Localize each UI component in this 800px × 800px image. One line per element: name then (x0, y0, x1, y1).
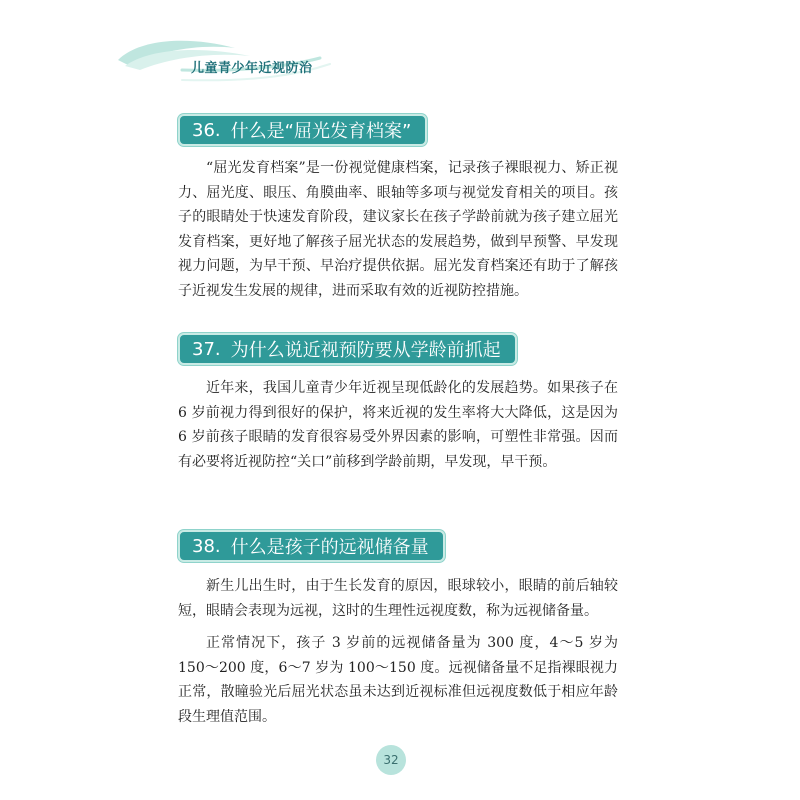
header-swoosh-decoration (0, 0, 360, 100)
page-number-badge: 32 (376, 745, 406, 775)
question-title: 什么是孩子的远视储备量 (230, 537, 429, 558)
question-heading-36 (178, 114, 427, 146)
question-number: 38. (192, 535, 221, 557)
answer-paragraph: 正常情况下，孩子 3 岁前的远视储备量为 300 度，4～5 岁为 150～200 度，6～7 岁为 100～150 度。远视储备量不足指裸眼视力正常，散瞳验光后屈光状态虽未达到近视标准但远视度数低于相应年龄段生理值范围。 (178, 635, 618, 725)
question-heading-37 (178, 333, 517, 365)
answer-paragraph: “屈光发育档案”是一份视觉健康档案，记录孩子裸眼视力、矫正视力、屈光度、眼压、角膜曲率、眼轴等多项与视觉发育相关的项目。孩子的眼睛处于快速发育阶段，建议家长在孩子学龄前就为孩子建立屈光发育档案，更好地了解孩子屈光状态的发展趋势，做到早预警、早发现视力问题，为早干预、早治疗提供依据。屈光发育档案还有助于了解孩子近视发生发展的规律，进而采取有效的近视防控措施。 (178, 160, 618, 299)
question-title: 什么是“屈光发育档案” (230, 121, 412, 142)
running-title: 儿童青少年近视防治 (191, 61, 313, 76)
answer-paragraph: 近年来，我国儿童青少年近视呈现低龄化的发展趋势。如果孩子在 6 岁前视力得到很好的保护，将来近视的发生率将大大降低，这是因为 6 岁前孩子眼睛的发育很容易受外界因素的影响，可塑性非常强。因而有必要将近视防控“关口”前移到学龄前期，早发现，早干预。 (178, 380, 618, 470)
answer-paragraph: 新生儿出生时，由于生长发育的原因，眼球较小，眼睛的前后轴较短，眼睛会表现为远视，这时的生理性远视度数，称为远视储备量。 (178, 578, 618, 619)
question-number: 36. (192, 119, 221, 141)
question-title: 为什么说近视预防要从学龄前抓起 (230, 340, 501, 361)
question-number: 37. (192, 338, 221, 360)
question-heading-38 (178, 530, 445, 562)
